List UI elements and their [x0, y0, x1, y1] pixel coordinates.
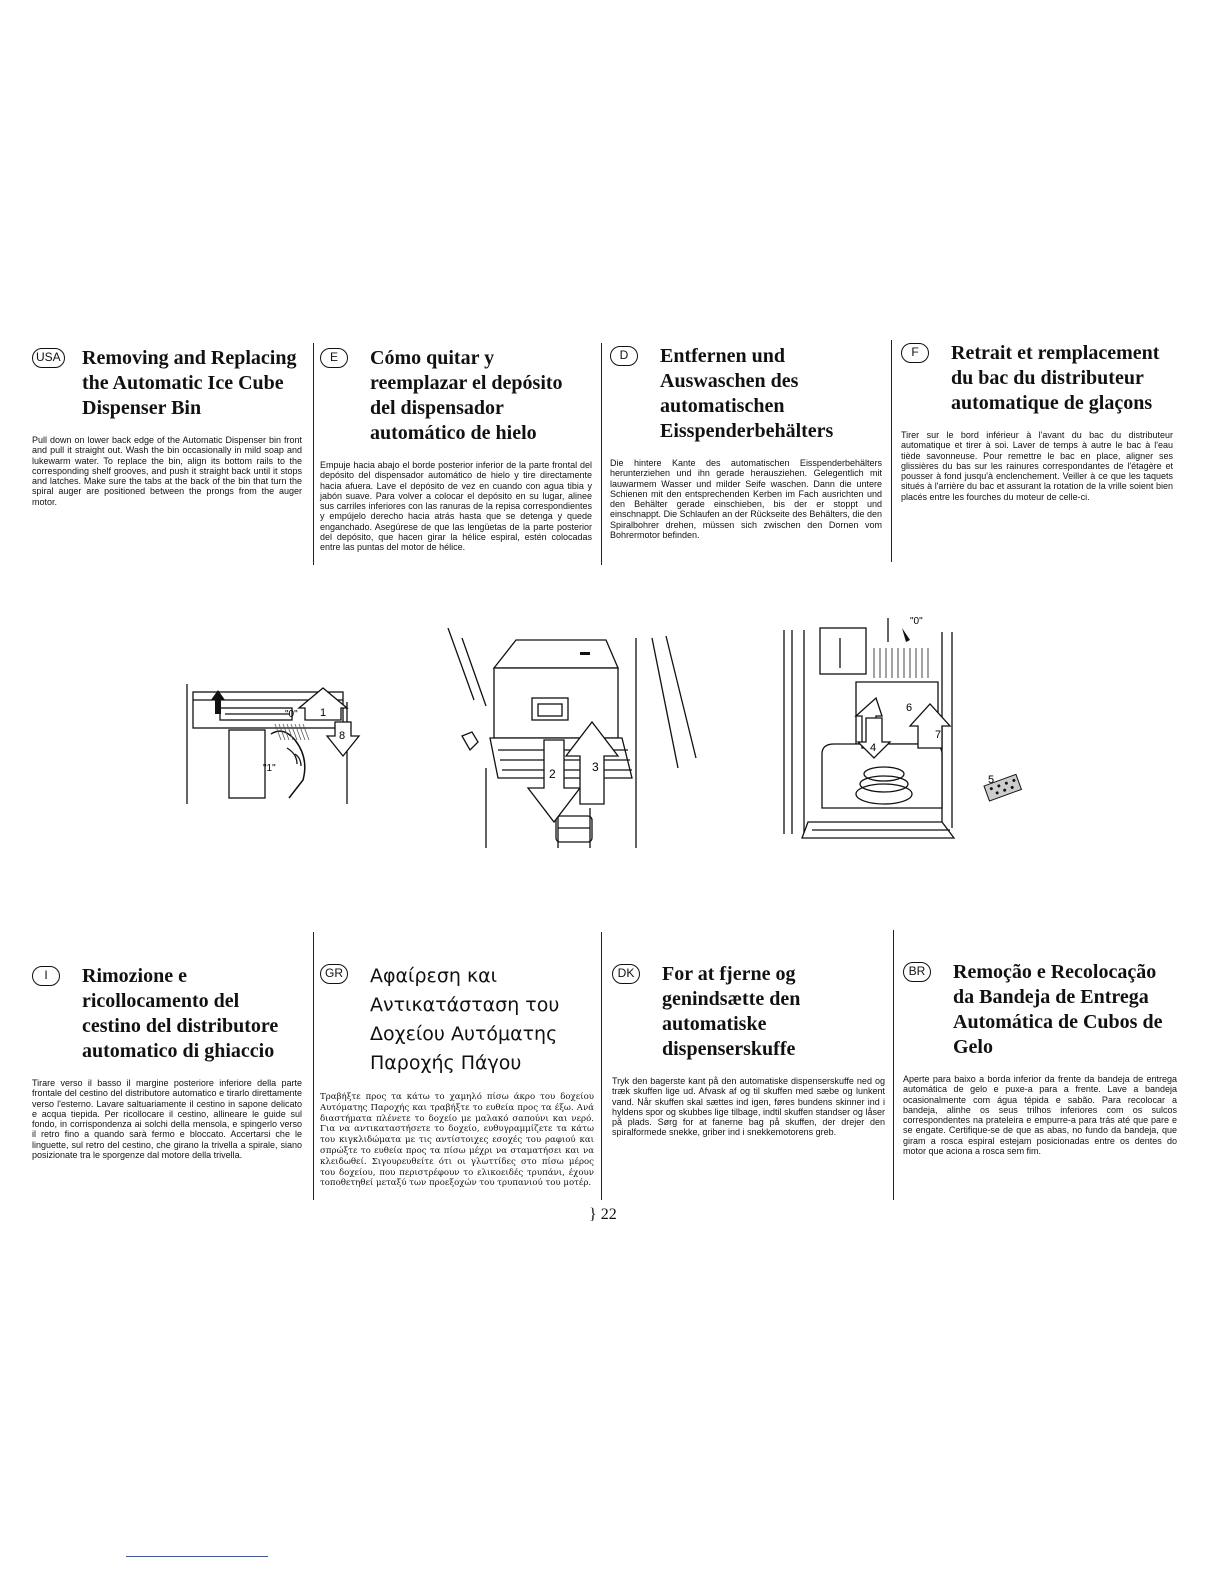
- figure-label: 1: [320, 707, 327, 719]
- section-body: Pull down on lower back edge of the Automatic Dispenser bin front and pull it straight out. Wash the bin occasionally in mild soap and lukewarm water. To replace the bin, align its bottom rails to the corresponding shelf grooves, and push it straight back until it stops and latches. Make sure the tabs at the back of the bin that turn the spiral auger are positioned between the prongs from the auger motor.: [32, 435, 302, 507]
- figure-auger-alignment: [778, 608, 1034, 848]
- language-badge: GR: [320, 964, 348, 984]
- figure-label: "0": [285, 709, 298, 720]
- column-divider: [313, 932, 314, 1200]
- section-body: Tirare verso il basso il margine posteriore inferiore della parte frontale del cestino del distributore automatico e tirarlo direttamente verso l'esterno. Lavare saltuariamente il cestino in sapone delicato e acqua tiepida. Per ricollocare il cestino, allineare le guide sul fondo, in corrispondenza ai solchi della mensola, e spingerlo verso il retro fino a quando sarà fermo e bloccato. Accertarsi che le linguette, sul retro del cestino, che girano la trivella a spirale, siano posizionate tra le sporgenze dal motore della trivella.: [32, 1078, 302, 1161]
- section-title: [901, 341, 1173, 416]
- section-title: [612, 962, 885, 1062]
- language-badge: E: [320, 348, 348, 368]
- heading-text: For at fjerne og genindsætte den automatiske dispenserskuffe: [662, 963, 801, 1060]
- figure-label: 4: [870, 742, 877, 754]
- figure-replace-bin: [446, 628, 706, 850]
- language-badge: USA: [32, 348, 65, 368]
- section-body: Τραβήξτε προς τα κάτω το χαμηλό πίσω άκρο του δοχείου Αυτόματης Παροχής και τραβήξτε το ευθεία προς τα έξω. Ανά διαστήματα πλένετε το δοχείο με μαλακό σαπούνι και νερό. Για να αντικαταστήσετε το δοχείο, ευθυγραμμίζετε τα κάτω του κιγκλιδώματα με τις αντίστοιχες εσοχές του ραφιού και σπρώξτε το ευθεία προς τα πίσω μέχρι να σταματήσει και να κλειδωθεί. Σιγουρευθείτε ότι οι γλωττίδες στο πίσω μέρος του δοχείου, που περιστρέφουν το ελικοειδές τρυπάνι, έχουν τοποθετηθεί μεταξύ των προεξοχών του τρυπανιού του μοτέρ.: [320, 1092, 594, 1189]
- section-usa: [32, 346, 302, 507]
- section-body: Empuje hacia abajo el borde posterior inferior de la parte frontal del depósito del dispensador automático de hielo y tire directamente hacia afuera. Lave el depósito de vez en cuando con agua tibia y jabón suave. Para volver a colocar el depósito en su lugar, alinee sus carriles inferiores con las ranuras de la repisa correspondientes y empújelo derecho hacia atrás hasta que se detenga y quede enganchado. Asegúrese de que las lengüetas de la parte posterior del depósito, que hacen girar la hélice espiral, estén colocadas entre las puntas del motor de hélice.: [320, 460, 592, 553]
- heading-text: Αφαίρεση και Αντικατάσταση του Δοχείου Αυτόματης Παροχής Πάγου: [370, 965, 560, 1074]
- bottom-rule: [126, 1556, 268, 1557]
- heading-text: Rimozione e ricollocamento del cestino del distributore automatico di ghiaccio: [82, 965, 279, 1062]
- section-i: [32, 964, 302, 1160]
- section-body: Tirer sur le bord inférieur à l'avant du bac du distributeur automatique et tirer à soi. Laver de temps à autre le bac à l'eau tiède savonneuse. Pour remettre le bac en place, aligner ses glissières du bas sur les rainures correspondantes de l'étagère et pousser à fond jusqu'à enclenchement. Veiller à ce que les taquets situés à l'arrière du bac et assurant la rotation de la vrille soient bien placés entre les fourches du moteur de celle-ci.: [901, 430, 1173, 502]
- section-title: [32, 964, 302, 1064]
- column-divider: [893, 930, 894, 1200]
- language-badge: D: [610, 346, 638, 366]
- language-badge: I: [32, 966, 60, 986]
- section-dk: [612, 962, 885, 1138]
- page-bracket: }: [589, 1206, 597, 1223]
- figure-label: 3: [592, 760, 599, 774]
- section-e: [320, 346, 592, 553]
- section-f: [901, 341, 1173, 502]
- section-body: Aperte para baixo a borda inferior da frente da bandeja de entrega automática de gelo e puxe-a para a frente. Lave a bandeja ocasionalmente com água tépida e sabão. Para recolocar a bandeja, alinhe os seus trilhos inferiores com os sulcos correspondentes na prateleira e empurre-a para trás até que pare e se engate. Certifique-se de que as abas, no fundo da bandeja, que giram a rosca espiral estejam posicionadas entre os dentes do motor que aciona a rosca sem fim.: [903, 1074, 1177, 1157]
- heading-text: Entfernen und Auswaschen des automatischen Eisspenderbehälters: [660, 345, 834, 442]
- figure-label: "1": [263, 763, 276, 774]
- figure-label: 2: [549, 767, 556, 781]
- column-divider: [313, 343, 314, 565]
- column-divider: [601, 932, 602, 1200]
- heading-text: Remoção e Recolocação da Bandeja de Entrega Automática de Cubos de Gelo: [953, 961, 1163, 1058]
- section-gr: [320, 962, 594, 1189]
- page-number: [589, 1206, 617, 1224]
- section-d: [610, 344, 882, 540]
- figure-label: 8: [339, 730, 346, 742]
- section-body: Die hintere Kante des automatischen Eisspenderbehälters herunterziehen und ihn gerade herausziehen. Gelegentlich mit lauwarmem Wasser und milder Seife waschen. Dann die untere Schienen mit den entsprechenden Kerben im Fach ausrichten und den Behälter gerade einschieben, bis der er stoppt und einschnappt. Die Schlaufen an der Rückseite des Behälters, die den Spiralbohrer drehen, müssen sich zwischen den Dornen vom Bohrermotor befinden.: [610, 458, 882, 541]
- section-title: [320, 962, 594, 1078]
- language-badge: F: [901, 343, 929, 363]
- figure-label: "0": [910, 616, 923, 627]
- section-body: Tryk den bagerste kant på den automatiske dispenserskuffe ned og træk skuffen lige ud. Afvask af og til skuffen med sæbe og lunkent vand. Når skuffen skal sættes ind igen, føres bundens skinner ind i hyldens spor og skubbes lige tilbage, indtil skuffen standser og låser på plads. Sørg for at fanerne bag på skuffen, der drejer den spiralformede snekke, griber ind i snekkemotorens greb.: [612, 1076, 885, 1138]
- heading-text: Retrait et remplacement du bac du distributeur automatique de glaçons: [951, 342, 1160, 414]
- section-title: [610, 344, 882, 444]
- figure-label: 5: [988, 774, 995, 786]
- language-badge: BR: [903, 962, 931, 982]
- heading-text: Cómo quitar y reemplazar el depósito del dispensador automático de hielo: [370, 347, 563, 444]
- column-divider: [601, 343, 602, 565]
- section-br: [903, 960, 1177, 1156]
- page-number-text: 22: [600, 1206, 617, 1223]
- section-title: [320, 346, 592, 446]
- figure-label: 7: [935, 729, 942, 741]
- section-title: [903, 960, 1177, 1060]
- column-divider: [891, 340, 892, 562]
- section-title: [32, 346, 302, 421]
- figure-remove-bin: [185, 684, 370, 806]
- language-badge: DK: [612, 964, 640, 984]
- figure-label: 6: [906, 702, 913, 714]
- heading-text: Removing and Replacing the Automatic Ice Cube Dispenser Bin: [82, 347, 297, 419]
